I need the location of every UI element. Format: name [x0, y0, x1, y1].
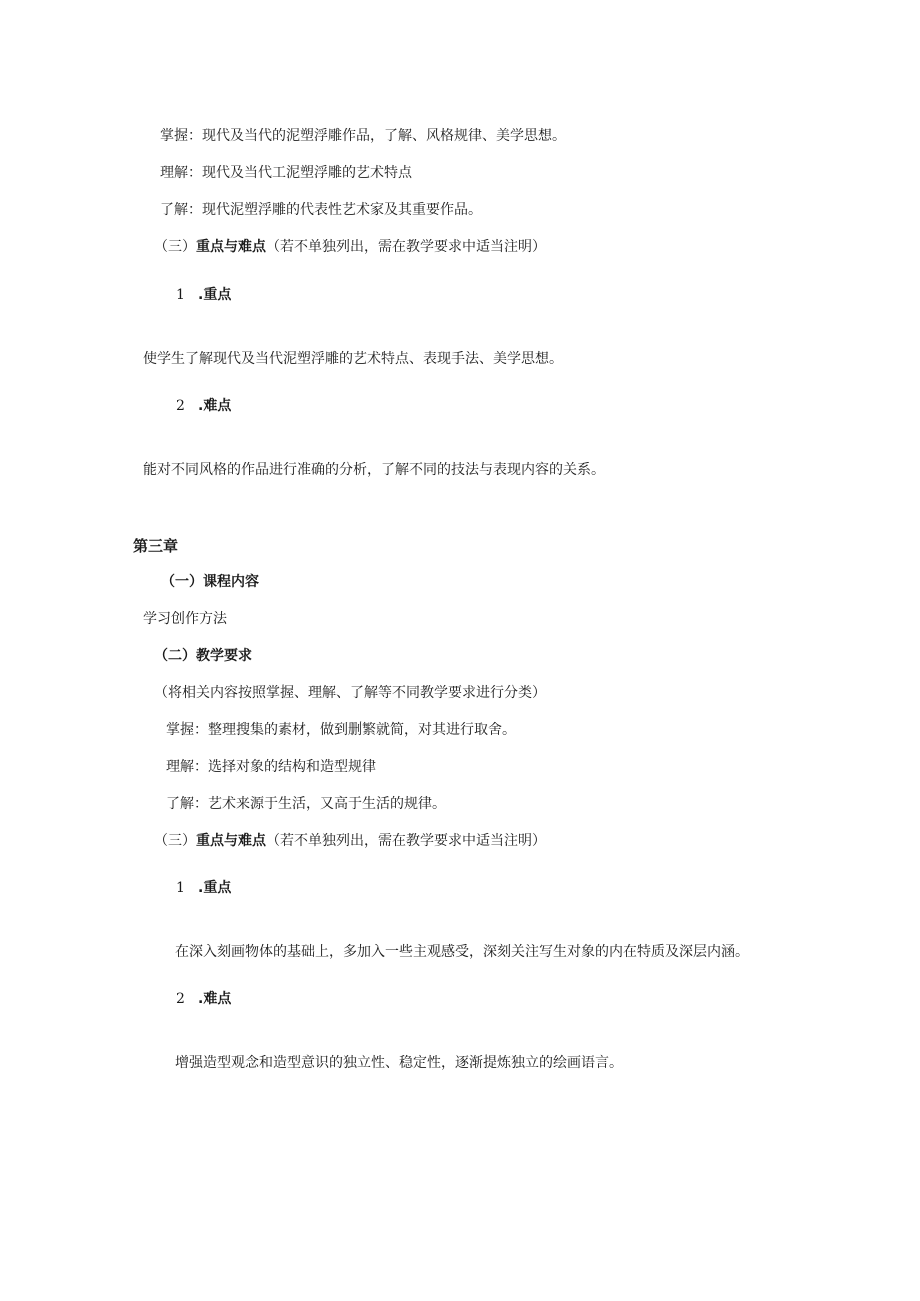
- ch3-master-text: 掌握：整理搜集的素材，做到删繁就简，对其进行取舍。: [166, 722, 516, 738]
- ch2-kd-prefix: （三）: [154, 239, 196, 255]
- ch2-diff-label: .难点: [198, 398, 232, 414]
- ch2-key-heading: [176, 286, 231, 304]
- ch2-diff-num: 2: [176, 398, 185, 414]
- ch3-kd-note: （若不单独列出，需在教学要求中适当注明）: [266, 833, 546, 849]
- ch3-requirements-note: （将相关内容按照掌握、理解、了解等不同教学要求进行分类）: [154, 685, 546, 701]
- ch3-understand-text: 理解：选择对象的结构和造型规律: [166, 759, 376, 775]
- ch2-master-text: 掌握：现代及当代的泥塑浮雕作品，了解、风格规律、美学思想。: [160, 128, 566, 144]
- ch2-kd-title: 重点与难点: [196, 239, 266, 255]
- ch2-key-difficult-heading: [154, 238, 546, 256]
- ch3-difficult-text: 增强造型观念和造型意识的独立性、稳定性，逐渐提炼独立的绘画语言。: [175, 1055, 623, 1071]
- ch3-key-label: .重点: [198, 880, 232, 896]
- ch3-key-text: 在深入刻画物体的基础上，多加入一些主观感受，深刻关注写生对象的内在特质及深层内涵。: [175, 944, 749, 960]
- ch3-content-text: 学习创作方法: [143, 611, 227, 627]
- ch2-difficult-text: 能对不同风格的作品进行准确的分析，了解不同的技法与表现内容的关系。: [143, 462, 605, 478]
- ch3-diff-num: 2: [176, 991, 185, 1007]
- ch2-key-label: .重点: [198, 287, 232, 303]
- ch2-understand-text: 理解：现代及当代工泥塑浮雕的艺术特点: [160, 165, 412, 181]
- ch3-requirements-heading: （二）教学要求: [154, 648, 252, 664]
- ch2-key-text: 使学生了解现代及当代泥塑浮雕的艺术特点、表现手法、美学思想。: [143, 351, 563, 367]
- ch2-difficult-heading: [176, 397, 231, 415]
- ch3-diff-label: .难点: [198, 991, 232, 1007]
- ch2-key-num: 1: [176, 287, 185, 303]
- ch3-kd-prefix: （三）: [154, 833, 196, 849]
- ch2-know-text: 了解：现代泥塑浮雕的代表性艺术家及其重要作品。: [160, 202, 482, 218]
- ch2-kd-note: （若不单独列出，需在教学要求中适当注明）: [266, 239, 546, 255]
- ch3-content-heading: （一）课程内容: [161, 574, 259, 590]
- ch3-key-num: 1: [176, 880, 185, 896]
- ch3-know-text: 了解：艺术来源于生活，又高于生活的规律。: [166, 796, 446, 812]
- ch3-difficult-heading: [176, 990, 231, 1008]
- ch3-key-difficult-heading: [154, 832, 546, 850]
- chapter-title: 第三章: [133, 537, 179, 555]
- ch3-kd-title: 重点与难点: [196, 833, 266, 849]
- ch3-key-heading: [176, 879, 231, 897]
